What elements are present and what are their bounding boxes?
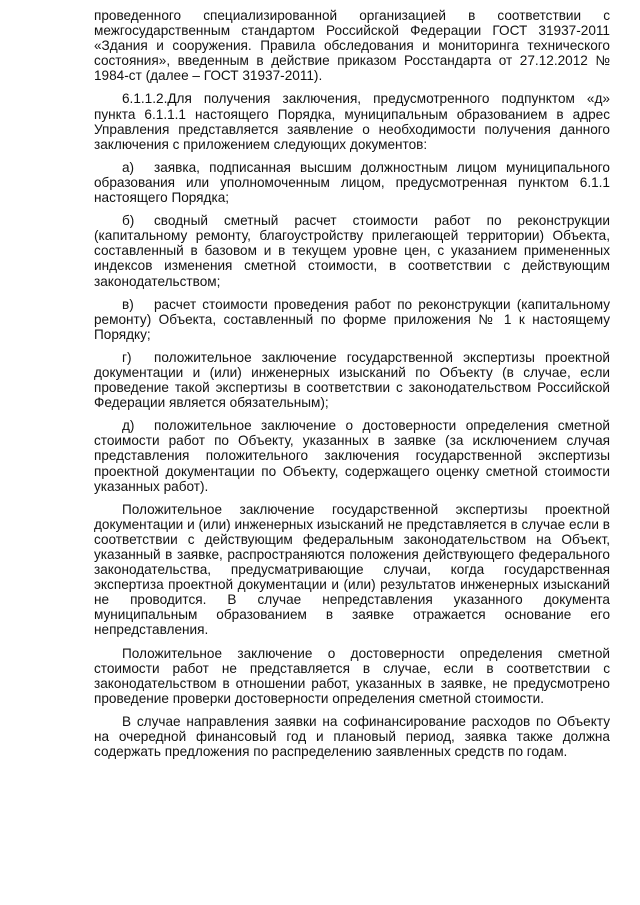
paragraph-text: В случае направления заявки на софинансирование расходов по Объекту на очередной финансовый год и плановый период, заявка также должна содержать предложения по распределению заявленных средств по годам. (94, 713, 610, 760)
paragraph-financing-request (94, 714, 610, 759)
paragraph-6-1-1-2 (94, 91, 610, 151)
list-item-label: а) (122, 159, 135, 175)
paragraph-cost-reliability (94, 646, 610, 706)
paragraph-text: Положительное заключение о достоверности определения сметной стоимости работ не представляется в случае, если в соответствии с законодательством в отношении работ, указанных в заявке, не предусмотрено проведение проверки достоверности определения сметной стоимости. (94, 645, 610, 706)
list-item-a (94, 160, 610, 205)
list-item-label: д) (122, 418, 135, 434)
paragraph-text: проведенного специализированной организацией в соответствии с межгосударственным стандартом Российской Федерации ГОСТ 31937-2011 «Здания и сооружения. Правила обследования и мониторинга технического состояния», введенным в действие приказом Росстандарта от 27.12.2012 № 1984-ст (далее – ГОСТ 31937-2011). (94, 8, 610, 84)
list-item-label: б) (122, 213, 135, 229)
list-item-text: положительное заключение о достоверности определения сметной стоимости работ по Объекту, указанных в заявке (за исключением случая представления положительного заключения государственной экспертизы проектной документации по Объекту, содержащего оценку сметной стоимости указанных работ). (94, 418, 610, 494)
list-item-text: сводный сметный расчет стоимости работ по реконструкции (капитальному ремонту, благоустройству прилегающей территории) Объекта, составленный в базовом и в текущем уровне цен, с указанием примененных индексов изменения сметной стоимости, в соответствии с действующим законодательством; (94, 213, 610, 289)
document-page (94, 8, 610, 767)
paragraph-text: Положительное заключение государственной экспертизы проектной документации и (или) инженерных изысканий не представляется в случае если в соответствии с действующим федеральным законодательством на Объект, указанный в заявке, распространяются положения действующего федерального законодательства, предусматривающие случаи, когда государственная экспертиза проектной документации и (или) результатов инженерных изысканий не проводится. В случае непредставления указанного документа муниципальным образованием в заявке отражается основание его непредставления. (94, 501, 610, 638)
list-item-label: г) (122, 349, 132, 365)
list-item-text: расчет стоимости проведения работ по реконструкции (капитальному ремонту) Объекта, составленный по форме приложения № 1 к настоящему Порядку; (94, 296, 610, 342)
list-item-g (94, 350, 610, 410)
paragraph-state-expertise (94, 502, 610, 638)
paragraph-text: 6.1.1.2.Для получения заключения, предусмотренного подпунктом «д» пункта 6.1.1.1 настоящего Порядка, муниципальным образованием в адрес Управления представляется заявление о необходимости получения данного заключения с приложением следующих документов: (94, 91, 610, 152)
list-item-b (94, 213, 610, 288)
list-item-text: заявка, подписанная высшим должностным лицом муниципального образования или уполномоченным лицом, предусмотренная пунктом 6.1.1 настоящего Порядка; (94, 159, 610, 206)
list-item-d (94, 418, 610, 493)
list-item-label: в) (122, 296, 134, 312)
list-item-v (94, 297, 610, 342)
list-item-text: положительное заключение государственной экспертизы проектной документации и (или) инженерных изысканий по Объекту (в случае, если проведение такой экспертизы в соответствии с законодательством Российской Федерации является обязательным); (94, 349, 610, 411)
paragraph-continuation (94, 8, 610, 83)
